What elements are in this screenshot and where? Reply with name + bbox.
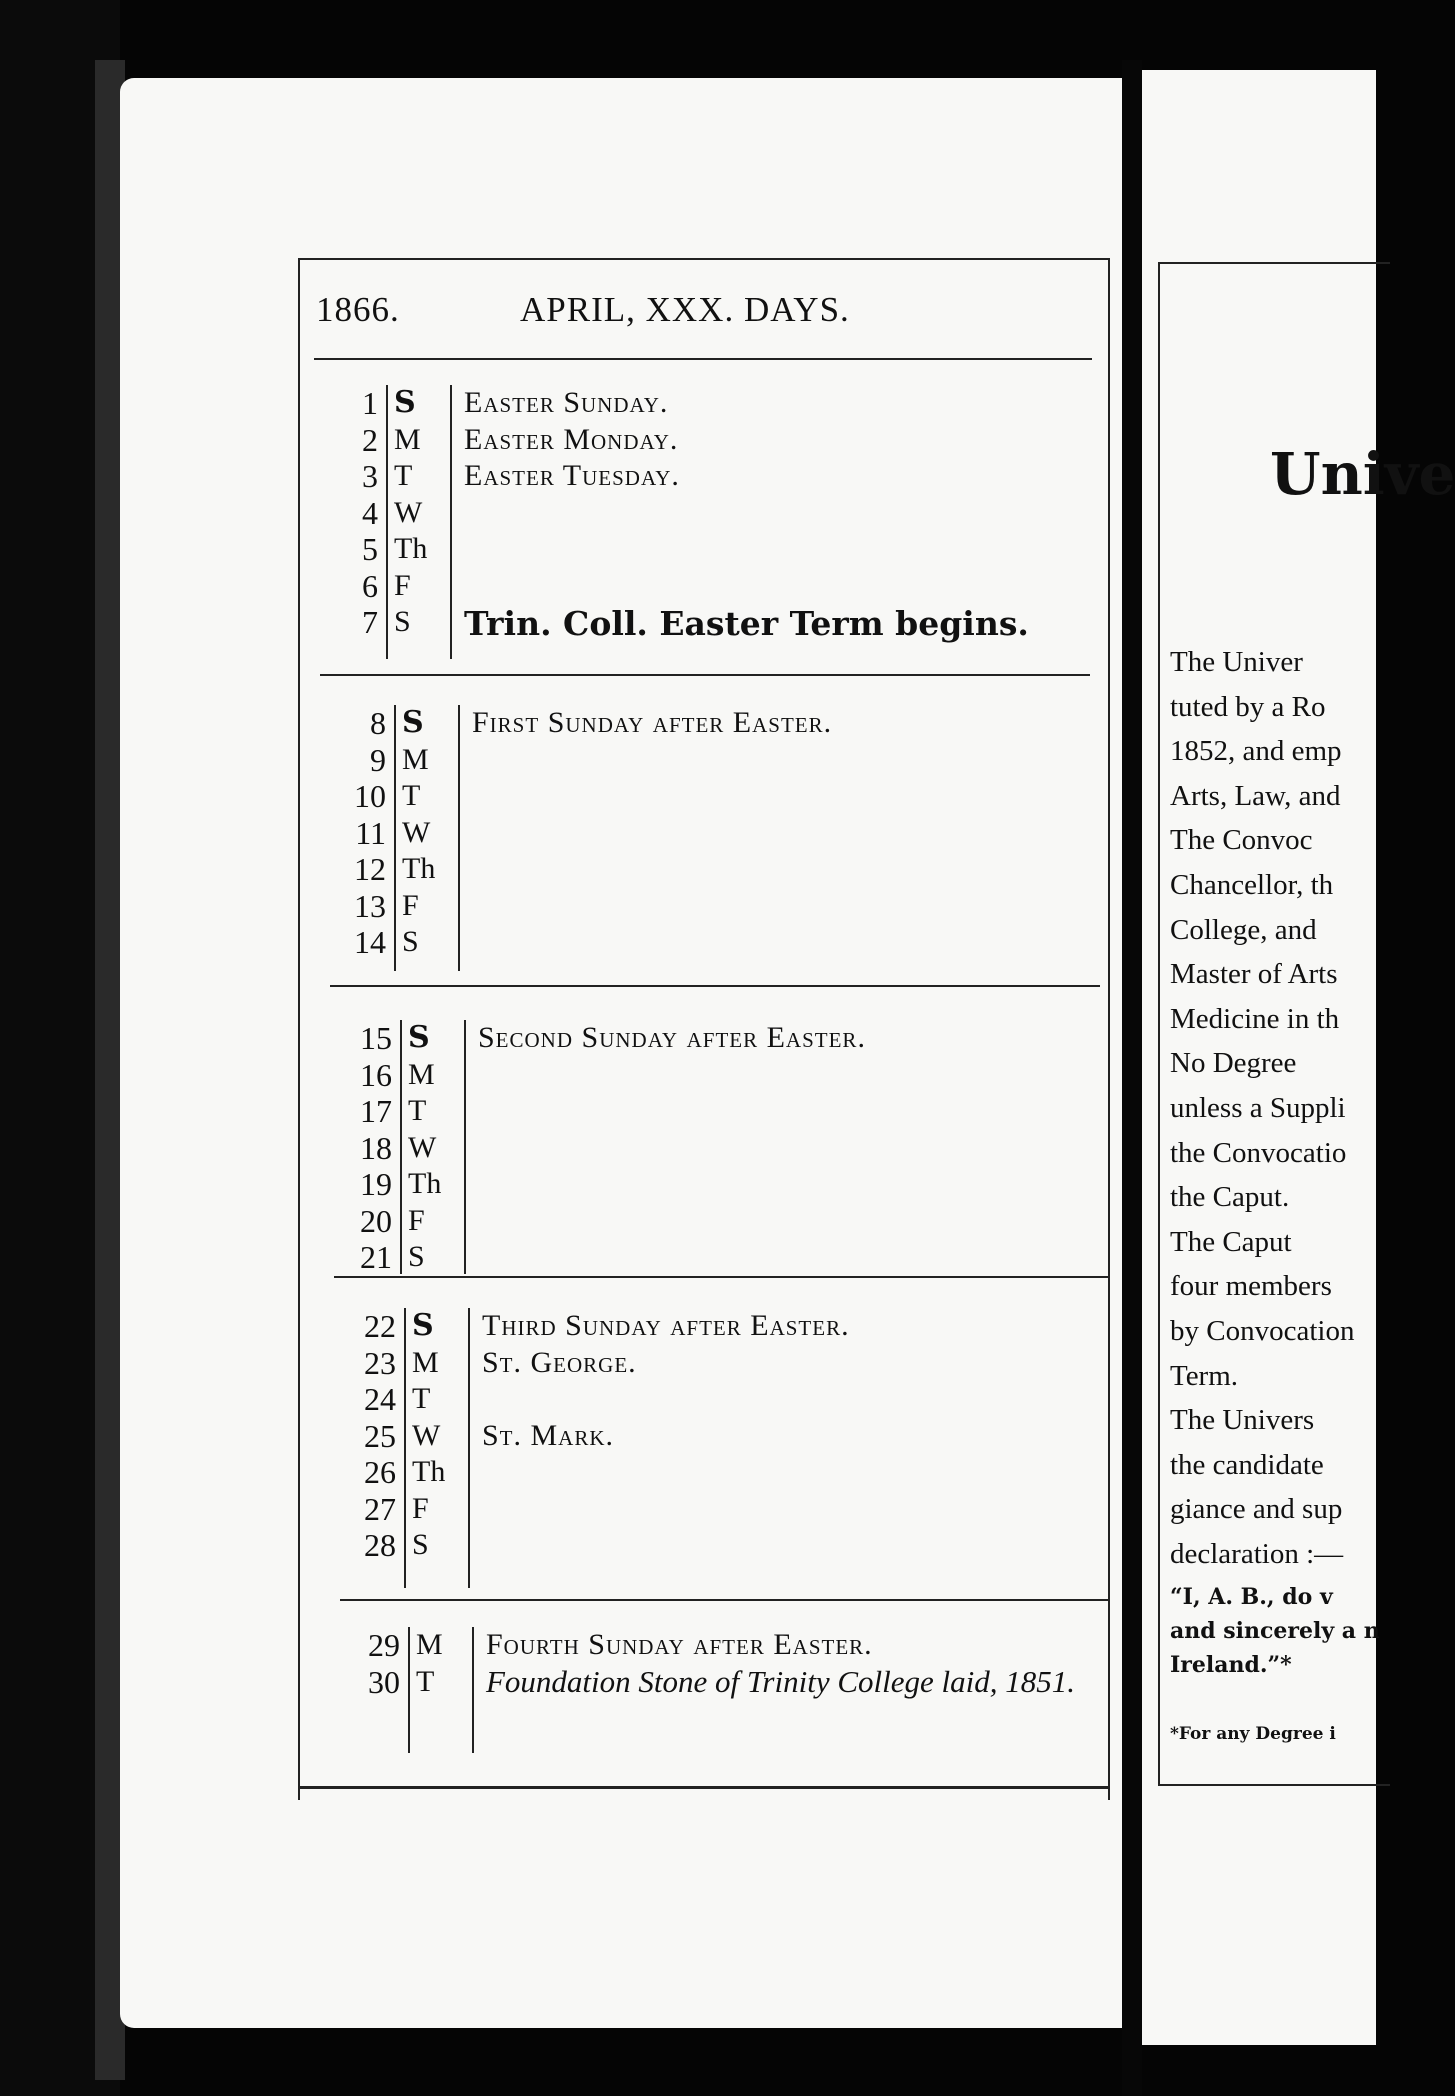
calendar-week (328, 1308, 1128, 1572)
day-event: First Sunday after Easter. (472, 706, 833, 739)
calendar-day-row (332, 1664, 1132, 1700)
calendar-day-row (324, 1093, 1124, 1129)
facing-page-line: by Convocation (1170, 1315, 1355, 1347)
calendar-day-row (318, 924, 1118, 960)
calendar-title (310, 290, 1110, 334)
calendar-day-row (324, 1239, 1124, 1275)
calendar-week (318, 705, 1118, 960)
calendar-year: 1866. (316, 290, 400, 329)
calendar-day-row (324, 1203, 1124, 1239)
calendar-day-row (310, 531, 1110, 567)
facing-page-line: unless a Suppli (1170, 1092, 1346, 1124)
day-number: 17 (360, 1093, 392, 1129)
calendar-day-row (310, 604, 1110, 643)
day-number: 20 (360, 1202, 392, 1239)
weekday-letter: S (408, 1240, 425, 1273)
facing-page-line: the candidate (1170, 1448, 1324, 1481)
weekday-letter: T (416, 1664, 435, 1698)
calendar-day-row (318, 742, 1118, 778)
day-number: 7 (362, 604, 378, 640)
facing-page-line: giance and sup (1170, 1493, 1343, 1526)
facing-page-line: the Convocatio (1170, 1136, 1347, 1169)
calendar-day-row (328, 1308, 1128, 1344)
day-event: Easter Monday. (464, 422, 679, 456)
day-number: 23 (364, 1344, 396, 1381)
day-number: 2 (362, 421, 378, 458)
day-number: 22 (364, 1308, 396, 1344)
day-number: 30 (368, 1663, 400, 1700)
weekday-letter: Th (402, 852, 436, 885)
facing-page-footnote: *For any Degree i (1170, 1724, 1336, 1744)
facing-page-line: declaration :— (1170, 1538, 1344, 1570)
calendar-day-row (324, 1020, 1124, 1056)
day-event: Fourth Sunday after Easter. (486, 1628, 873, 1661)
facing-page-line: College, and (1170, 913, 1317, 946)
sunday-letter: S (402, 705, 424, 740)
calendar-day-row (324, 1130, 1124, 1166)
facing-page-heading: Unive (1270, 440, 1455, 508)
facing-page-line: Chancellor, th (1170, 869, 1334, 901)
weekday-letter: M (402, 742, 429, 776)
weekday-letter: Th (408, 1167, 442, 1200)
facing-page-line: Master of Arts (1170, 958, 1338, 991)
facing-page-line: Term. (1170, 1359, 1239, 1392)
calendar-day-row (310, 422, 1110, 458)
weekday-letter: Th (412, 1455, 446, 1488)
day-number: 27 (364, 1490, 396, 1527)
calendar-day-row (328, 1418, 1128, 1454)
day-event: St. George. (482, 1345, 637, 1379)
facing-page-line: The Univer (1170, 646, 1303, 678)
sunday-letter: S (394, 385, 416, 420)
calendar-day-row (310, 568, 1110, 604)
weekday-letter: T (408, 1094, 427, 1127)
day-number: 10 (354, 778, 386, 814)
calendar-day-row (310, 495, 1110, 531)
sunday-letter: S (408, 1020, 430, 1055)
day-number: 11 (355, 814, 386, 851)
weekday-letter: F (408, 1203, 425, 1237)
weekday-letter: W (412, 1418, 441, 1452)
weekday-letter: Th (394, 532, 428, 565)
calendar-day-row (328, 1381, 1128, 1417)
week-separator (320, 674, 1090, 676)
weekday-letter: M (394, 422, 421, 456)
facing-page-line: The Caput (1170, 1225, 1292, 1258)
calendar-day-row (310, 458, 1110, 494)
calendar-day-row (328, 1527, 1128, 1563)
day-event: Third Sunday after Easter. (482, 1309, 850, 1342)
week-separator (330, 985, 1100, 987)
weekday-letter: F (412, 1491, 429, 1525)
calendar-day-row (318, 851, 1118, 887)
day-number: 13 (354, 887, 386, 924)
calendar-week (332, 1627, 1132, 1737)
week-separator (334, 1276, 1108, 1278)
weekday-letter: M (412, 1345, 439, 1379)
calendar-day-row (310, 385, 1110, 421)
calendar-day-row (328, 1345, 1128, 1381)
day-number: 8 (370, 705, 386, 741)
facing-page-line: 1852, and emp (1170, 735, 1342, 768)
day-number: 18 (360, 1129, 392, 1166)
sunday-letter: S (412, 1308, 434, 1343)
facing-page-line: Arts, Law, and (1170, 779, 1341, 812)
calendar-week (324, 1020, 1124, 1275)
day-number: 9 (370, 741, 386, 778)
facing-page-line: four members (1170, 1270, 1332, 1303)
day-number: 29 (368, 1627, 400, 1663)
calendar-day-row (328, 1454, 1128, 1490)
calendar-day-row (318, 888, 1118, 924)
weekday-letter: M (408, 1057, 435, 1091)
day-number: 14 (354, 924, 386, 960)
calendar-day-row (332, 1627, 1132, 1663)
weekday-letter: S (394, 605, 411, 638)
day-number: 28 (364, 1527, 396, 1563)
facing-page-line: Medicine in th (1170, 1002, 1340, 1035)
facing-page-quote-line: “I, A. B., do v (1170, 1584, 1333, 1610)
day-number: 1 (362, 385, 378, 421)
day-number: 16 (360, 1056, 392, 1093)
day-event: Easter Tuesday. (464, 459, 680, 492)
weekday-letter: M (416, 1628, 443, 1661)
weekday-letter: T (402, 779, 421, 812)
weekday-letter: F (402, 888, 419, 922)
weekday-letter: W (394, 495, 423, 529)
facing-page-quote-line: and sincerely a n (1170, 1618, 1380, 1644)
day-event: Second Sunday after Easter. (478, 1021, 866, 1054)
day-event: Trin. Coll. Easter Term begins. (464, 604, 1029, 643)
day-number: 24 (364, 1381, 396, 1417)
day-number: 26 (364, 1454, 396, 1490)
day-number: 4 (362, 494, 378, 531)
calendar-day-row (318, 705, 1118, 741)
day-event: Easter Sunday. (464, 386, 669, 419)
facing-page-line: The Convoc (1170, 824, 1313, 857)
day-number: 21 (360, 1239, 392, 1275)
facing-page-line: No Degree (1170, 1047, 1297, 1080)
weekday-letter: S (402, 925, 419, 958)
day-number: 25 (364, 1417, 396, 1454)
calendar-day-row (324, 1057, 1124, 1093)
facing-page-line: tuted by a Ro (1170, 690, 1326, 723)
facing-page-line: The Univers (1170, 1404, 1315, 1437)
week-separator (340, 1599, 1110, 1601)
day-number: 5 (362, 531, 378, 567)
weekday-letter: T (412, 1382, 431, 1415)
day-number: 6 (362, 567, 378, 604)
day-event: Foundation Stone of Trinity College laid, 1851. (486, 1663, 1075, 1699)
weekday-letter: S (412, 1528, 429, 1561)
calendar-day-row (324, 1166, 1124, 1202)
calendar-day-row (318, 778, 1118, 814)
calendar-bottom-rule (298, 1786, 1108, 1789)
facing-page-quote-line: Ireland.”* (1170, 1652, 1292, 1678)
day-number: 3 (362, 458, 378, 494)
weekday-letter: T (394, 459, 413, 492)
day-number: 15 (360, 1020, 392, 1056)
calendar-day-row (328, 1491, 1128, 1527)
calendar-month-heading: APRIL, XXX. DAYS. (520, 290, 850, 329)
day-number: 19 (360, 1166, 392, 1202)
calendar-day-row (318, 815, 1118, 851)
weekday-letter: W (402, 815, 431, 849)
facing-page-line: the Caput. (1170, 1181, 1290, 1214)
weekday-letter: W (408, 1130, 437, 1164)
title-rule (314, 358, 1092, 360)
calendar-week (310, 385, 1110, 643)
page-gutter (1122, 60, 1142, 2096)
weekday-letter: F (394, 568, 411, 602)
day-event: St. Mark. (482, 1418, 615, 1452)
day-number: 12 (354, 851, 386, 887)
